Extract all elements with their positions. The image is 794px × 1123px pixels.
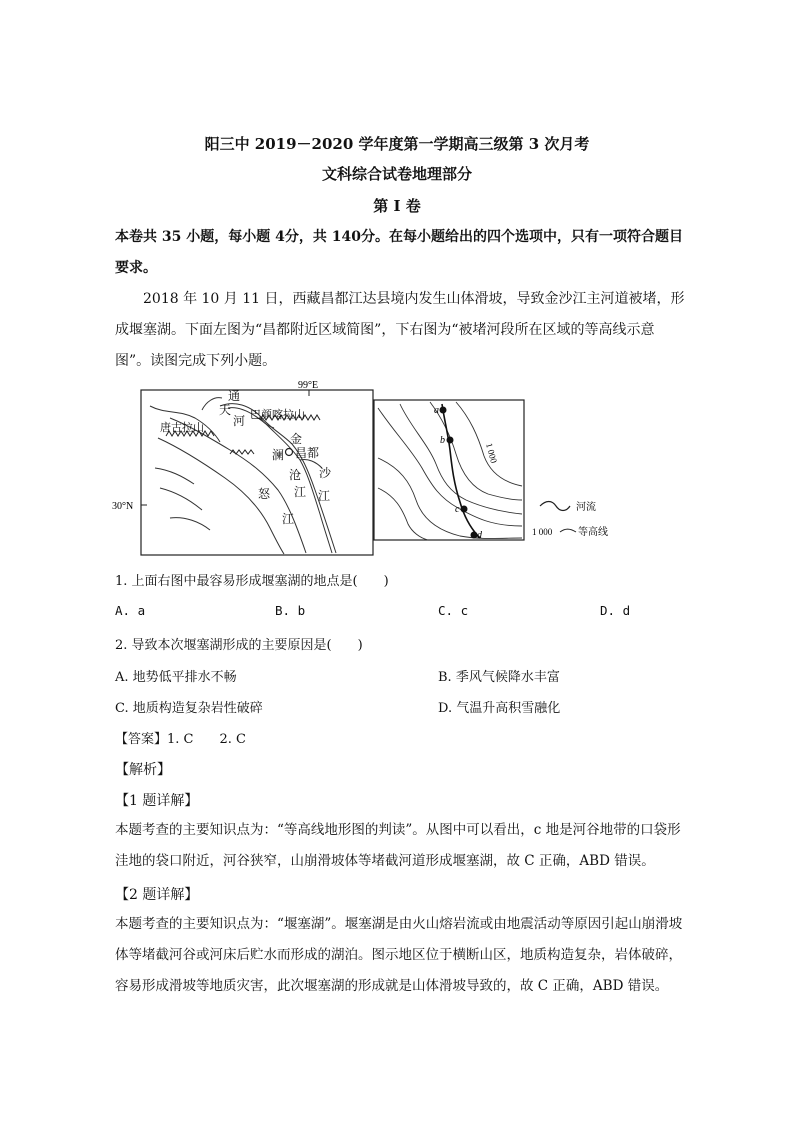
legend-contour-value: 1 000 [532, 527, 553, 537]
label-tong: 通 [228, 389, 241, 403]
label-jiang3: 江 [282, 512, 295, 526]
point-b-label: b [440, 435, 445, 446]
contour-5 [378, 458, 522, 539]
legend-contour-symbol [560, 529, 576, 532]
legend-river-text: 河流 [576, 502, 596, 513]
label-changdu: 昌都 [295, 446, 320, 460]
label-jiang1: 江 [294, 485, 307, 499]
label-sha: 沙 [319, 466, 332, 480]
question-1-stem: 1. 上面右图中最容易形成堰塞湖的地点是( ) [115, 574, 389, 589]
detail-2-label: 【2 题详解】 [115, 887, 199, 903]
latitude-label: 30°N [112, 501, 134, 512]
point-c-marker [461, 506, 468, 513]
q1-option-b[interactable]: B. b [275, 603, 306, 618]
exam-subtitle: 文科综合试卷地理部分 [321, 165, 472, 183]
analysis-label: 【解析】 [115, 762, 171, 778]
label-tanggula: 唐古拉山 [160, 422, 204, 434]
label-jin: 金 [290, 432, 303, 446]
q2-option-d[interactable]: D. 气温升高积雪融化 [438, 701, 561, 716]
contour-label-1000: 1 000 [484, 441, 499, 465]
label-cang: 沧 [289, 468, 302, 482]
legend-contour-text: 等高线 [578, 527, 608, 538]
question-2-stem: 2. 导致本次堰塞湖形成的主要原因是( ) [115, 638, 363, 653]
label-lan: 澜 [272, 448, 285, 462]
detail-2-text: 本题考查的主要知识点为：“堰塞湖”。堰塞湖是由火山熔岩流或由地震活动等原因引起山崩滑坡体等堵截河谷或河床后贮水而形成的湖泊。图示地区位于横断山区，地质构造复杂，岩体破碎，容易形成滑坡等地质灾害，此次堰塞湖的形成就是山体滑坡导致的，故 C 正确，ABD 错误。 [115, 916, 683, 994]
right-map-river [442, 404, 480, 538]
longitude-label: 99°E [298, 380, 319, 391]
question-intro: 2018 年 10 月 11 日，西藏昌都江达县境内发生山体滑坡，导致金沙江主河道被堵，形成堰塞湖。下面左图为“昌都附近区域简图”，下右图为“被堵河段所在区域的等高线示意图”。读图完成下列小题。 [115, 291, 685, 369]
label-he: 河 [233, 414, 246, 428]
label-bayankala: 巴颜喀拉山 [250, 409, 305, 421]
q2-option-b[interactable]: B. 季风气候降水丰富 [438, 670, 560, 685]
q1-option-c[interactable]: C. c [438, 603, 469, 618]
contour-1 [378, 408, 522, 526]
contour-6 [378, 488, 428, 540]
section-title: 第 I 卷 [373, 197, 421, 215]
label-tian: 天 [219, 403, 232, 417]
changdu-marker [286, 449, 293, 456]
point-a-marker [440, 407, 447, 414]
contour-lines [378, 402, 522, 540]
q2-option-c[interactable]: C. 地质构造复杂岩性破碎 [115, 701, 263, 716]
map-figure [110, 378, 640, 558]
label-nu: 怒 [258, 487, 271, 501]
legend-river-symbol [540, 502, 570, 511]
q1-option-a[interactable]: A. a [115, 603, 146, 618]
q2-option-a[interactable]: A. 地势低平排水不畅 [115, 670, 237, 685]
tributary-2 [155, 468, 194, 484]
tributary-7 [170, 518, 210, 530]
answer-line: 【答案】1. C 2. C [115, 732, 246, 747]
q1-option-d[interactable]: D. d [600, 603, 631, 618]
point-a-label: a [434, 405, 439, 416]
point-c-label: c [455, 504, 460, 515]
detail-1-label: 【1 题详解】 [115, 793, 199, 809]
instructions: 本卷共 35 小题，每小题 4分，共 140分。在每小题给出的四个选项中，只有一项符合题目要求。 [115, 229, 683, 276]
label-jiang2: 江 [318, 489, 331, 503]
point-b-marker [447, 437, 454, 444]
point-d-label: d [477, 530, 482, 541]
jinsha-river-bank [228, 408, 332, 553]
detail-1-text: 本题考查的主要知识点为：“等高线地形图的判读”。从图中可以看出，c 地是河谷地带的口袋形洼地的袋口附近，河谷狭窄，山崩滑坡体等堵截河道形成堰塞湖，故 C 正确，ABD 错误。 [115, 822, 681, 869]
exam-title: 阳三中 2019－2020 学年度第一学期高三级第 3 次月考 [204, 135, 590, 153]
tributary-3 [160, 488, 202, 510]
